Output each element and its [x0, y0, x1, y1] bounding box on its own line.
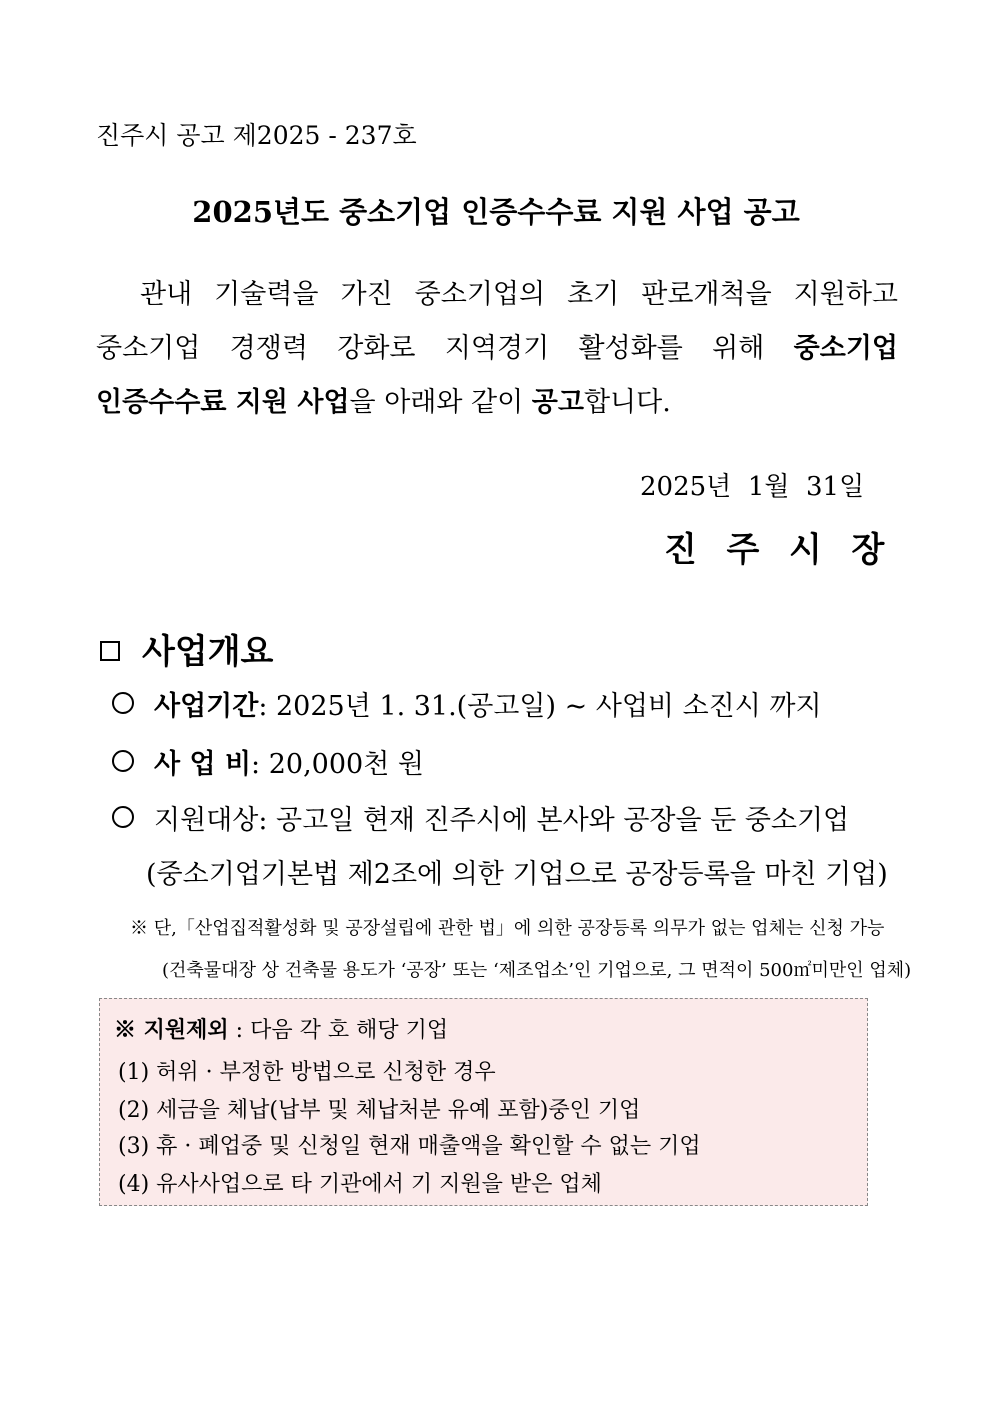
- bullet-target: 지원대상: 공고일 현재 진주시에 본사와 공장을 둔 중소기업: [112, 798, 849, 837]
- exclusion-item: (2) 세금을 체납(납부 및 체납처분 유예 포함)중인 기업: [118, 1098, 641, 1123]
- issuer-signature: 진 주 시 장: [664, 530, 887, 570]
- exclusion-box: [99, 998, 868, 1206]
- circle-bullet-icon: [112, 806, 134, 828]
- bullet-budget: 사 업 비: 20,000천 원: [112, 742, 424, 781]
- exclusion-item: (4) 유사사업으로 타 기관에서 기 지원을 받은 업체: [118, 1172, 602, 1197]
- page-title: 2025년도 중소기업 인증수수료 지원 사업 공고: [192, 195, 800, 229]
- intro-line-3: 인증수수료 지원 사업을 아래와 같이 공고합니다.: [96, 387, 671, 418]
- note-line-1: ※ 단,「산업집적활성화 및 공장설립에 관한 법」에 의한 공장등록 의무가 없는 업체는 신청 가능: [130, 918, 885, 939]
- bullet-period: 사업기간: 2025년 1. 31.(공고일) ~ 사업비 소진시 까지: [112, 684, 822, 723]
- exclusion-item: (1) 허위 · 부정한 방법으로 신청한 경우: [118, 1060, 496, 1085]
- section-heading: 사업개요: [100, 624, 273, 673]
- notice-number: 진주시 공고 제2025 - 237호: [96, 121, 417, 150]
- exclusion-heading: ※ 지원제외 : 다음 각 호 해당 기업: [114, 1017, 449, 1043]
- notice-date: 2025년 1월 31일: [640, 472, 865, 502]
- square-bullet-icon: [100, 641, 120, 661]
- circle-bullet-icon: [112, 692, 134, 714]
- note-line-2: (건축물대장 상 건축물 용도가 ‘공장’ 또는 ‘제조업소’인 기업으로, 그 면적이 500㎡미만인 업체): [162, 960, 912, 981]
- intro-line-2: 중소기업 경쟁력 강화로 지역경기 활성화를 위해 중소기업: [96, 333, 898, 364]
- circle-bullet-icon: [112, 750, 134, 772]
- intro-paragraph: [96, 268, 898, 430]
- target-continuation: (중소기업기본법 제2조에 의한 기업으로 공장등록을 마친 기업): [146, 859, 888, 890]
- exclusion-item: (3) 휴 · 폐업중 및 신청일 현재 매출액을 확인할 수 없는 기업: [118, 1134, 701, 1159]
- intro-line-1: 관내 기술력을 가진 중소기업의 초기 판로개척을 지원하고: [140, 279, 898, 310]
